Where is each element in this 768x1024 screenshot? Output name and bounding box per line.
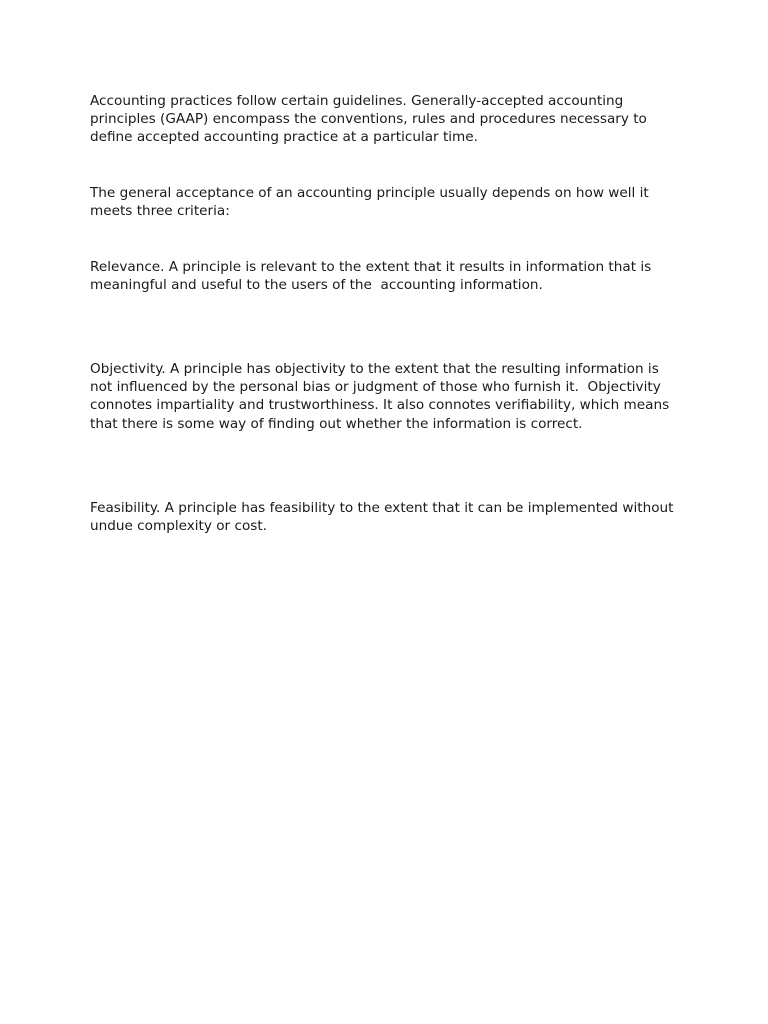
paragraph-relevance: Relevance. A principle is relevant to the extent that it results in information that is meaningful and useful to the users of the accounting information. <box>90 259 656 294</box>
paragraph-gaap-intro: Accounting practices follow certain guidelines. Generally-accepted accounting principles (GAAP) encompass the conventions, rules and procedures necessary to define accepted accounting practice at a particular time. <box>90 93 652 146</box>
paragraph-objectivity: Objectivity. A principle has objectivity to the extent that the resulting information is not influenced by the personal bias or judgment of those who furnish it. Objectivity connotes impartiality and trustworthiness. It also connotes verifiability, which means that there is some way of finding out whether the information is correct. <box>90 361 674 432</box>
paragraph-criteria-intro: The general acceptance of an accounting principle usually depends on how well it meets three criteria: <box>90 185 654 220</box>
paragraph-feasibility: Feasibility. A principle has feasibility to the extent that it can be implemented without undue complexity or cost. <box>90 500 678 535</box>
